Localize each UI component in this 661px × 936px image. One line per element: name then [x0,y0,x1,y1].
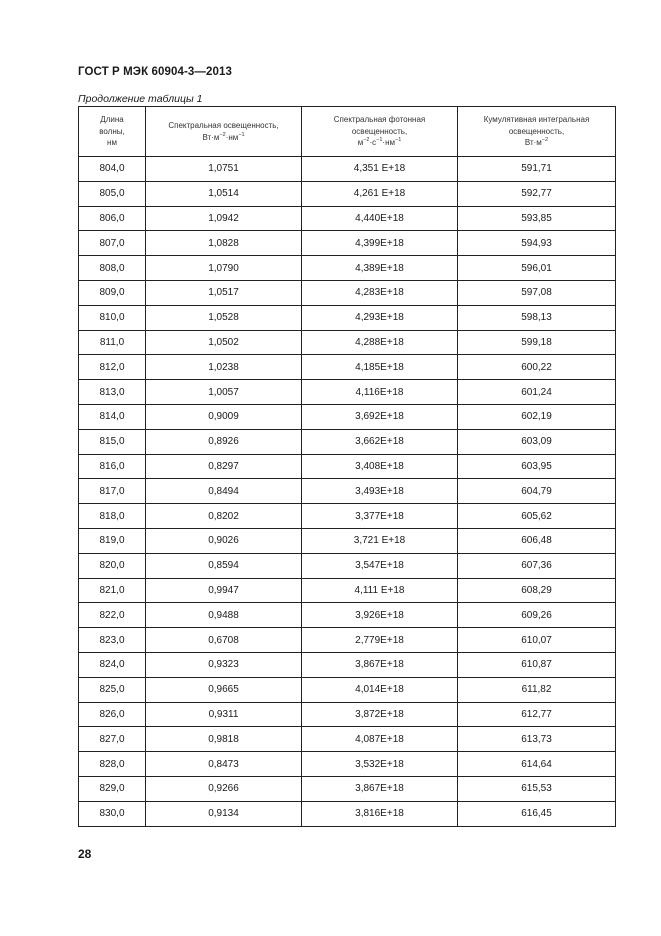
cell-cumulative-irradiance: 611,82 [458,677,616,702]
cell-wavelength: 826,0 [79,702,146,727]
cell-photon-irradiance: 3,532E+18 [302,752,458,777]
cell-cumulative-irradiance: 615,53 [458,776,616,801]
table-row [79,702,616,727]
cell-wavelength: 811,0 [79,330,146,355]
table-row [79,479,616,504]
document-header: ГОСТ Р МЭК 60904-3—2013 [78,66,232,78]
cell-wavelength: 824,0 [79,652,146,677]
cell-cumulative-irradiance: 603,95 [458,454,616,479]
cell-cumulative-irradiance: 610,07 [458,628,616,653]
table-row [79,280,616,305]
cell-spectral-irradiance: 0,9323 [146,652,302,677]
table-row [79,677,616,702]
unit-text: Вт·м [202,132,220,142]
table-header-row [79,107,616,157]
header-line: освещенность, [351,126,408,136]
cell-spectral-irradiance: 0,8594 [146,553,302,578]
cell-photon-irradiance: 4,283E+18 [302,280,458,305]
cell-photon-irradiance: 3,926E+18 [302,603,458,628]
column-header-photon-irradiance [302,107,458,157]
unit-exponent: −1 [395,137,402,144]
cell-cumulative-irradiance: 606,48 [458,528,616,553]
table-row [79,776,616,801]
cell-photon-irradiance: 4,389E+18 [302,256,458,281]
cell-wavelength: 823,0 [79,628,146,653]
cell-cumulative-irradiance: 593,85 [458,206,616,231]
cell-photon-irradiance: 4,288E+18 [302,330,458,355]
cell-spectral-irradiance: 0,9026 [146,528,302,553]
cell-spectral-irradiance: 1,0517 [146,280,302,305]
cell-wavelength: 819,0 [79,528,146,553]
cell-wavelength: 817,0 [79,479,146,504]
table-row [79,404,616,429]
table-row [79,206,616,231]
cell-cumulative-irradiance: 602,19 [458,404,616,429]
table-row [79,528,616,553]
column-header-cumulative-irradiance [458,107,616,157]
unit-text: м [357,138,364,148]
table-row [79,454,616,479]
unit-text: Вт·м [524,138,542,148]
cell-cumulative-irradiance: 604,79 [458,479,616,504]
cell-spectral-irradiance: 1,0942 [146,206,302,231]
cell-spectral-irradiance: 0,9311 [146,702,302,727]
cell-spectral-irradiance: 0,9266 [146,776,302,801]
header-unit [146,132,301,144]
cell-cumulative-irradiance: 592,77 [458,181,616,206]
cell-spectral-irradiance: 0,8926 [146,429,302,454]
cell-photon-irradiance: 3,662E+18 [302,429,458,454]
unit-exponent: −2 [363,137,370,144]
table-caption: Продолжение таблицы 1 [78,93,203,105]
cell-wavelength: 821,0 [79,578,146,603]
table-row [79,256,616,281]
table-row [79,355,616,380]
cell-spectral-irradiance: 0,9488 [146,603,302,628]
cell-cumulative-irradiance: 607,36 [458,553,616,578]
cell-cumulative-irradiance: 601,24 [458,380,616,405]
cell-cumulative-irradiance: 597,08 [458,280,616,305]
table-row [79,504,616,529]
table-row [79,181,616,206]
unit-exponent: −2 [541,137,549,144]
cell-spectral-irradiance: 1,0751 [146,157,302,182]
table-row [79,752,616,777]
table-row [79,330,616,355]
table-row [79,305,616,330]
cell-cumulative-irradiance: 608,29 [458,578,616,603]
cell-photon-irradiance: 4,111 E+18 [302,578,458,603]
cell-photon-irradiance: 3,408E+18 [302,454,458,479]
table-body [79,157,616,827]
cell-cumulative-irradiance: 596,01 [458,256,616,281]
table-row [79,652,616,677]
cell-photon-irradiance: 3,867E+18 [302,776,458,801]
header-line: Спектральная освещенность, [168,121,279,130]
unit-text: ·нм [225,132,239,142]
cell-wavelength: 820,0 [79,553,146,578]
cell-spectral-irradiance: 0,8297 [146,454,302,479]
cell-photon-irradiance: 3,377E+18 [302,504,458,529]
unit-exponent: −1 [376,137,383,144]
cell-wavelength: 815,0 [79,429,146,454]
cell-photon-irradiance: 3,872E+18 [302,702,458,727]
cell-photon-irradiance: 3,547E+18 [302,553,458,578]
cell-spectral-irradiance: 0,8494 [146,479,302,504]
table-row [79,727,616,752]
cell-spectral-irradiance: 1,0528 [146,305,302,330]
column-header-spectral-irradiance [146,107,302,157]
cell-spectral-irradiance: 0,9818 [146,727,302,752]
cell-cumulative-irradiance: 613,73 [458,727,616,752]
table-row [79,603,616,628]
table-row [79,801,616,826]
cell-spectral-irradiance: 0,6708 [146,628,302,653]
cell-photon-irradiance: 4,399E+18 [302,231,458,256]
cell-photon-irradiance: 4,116E+18 [302,380,458,405]
cell-wavelength: 828,0 [79,752,146,777]
cell-photon-irradiance: 3,692E+18 [302,404,458,429]
cell-wavelength: 818,0 [79,504,146,529]
cell-cumulative-irradiance: 610,87 [458,652,616,677]
header-line: освещенность, [508,126,565,136]
cell-wavelength: 809,0 [79,280,146,305]
cell-photon-irradiance: 3,867E+18 [302,652,458,677]
cell-cumulative-irradiance: 605,62 [458,504,616,529]
cell-wavelength: 822,0 [79,603,146,628]
cell-wavelength: 825,0 [79,677,146,702]
cell-wavelength: 808,0 [79,256,146,281]
cell-spectral-irradiance: 0,9947 [146,578,302,603]
cell-cumulative-irradiance: 609,26 [458,603,616,628]
cell-photon-irradiance: 3,816E+18 [302,801,458,826]
cell-photon-irradiance: 4,293E+18 [302,305,458,330]
cell-cumulative-irradiance: 616,45 [458,801,616,826]
header-unit [302,137,457,149]
header-line: Спектральная фотонная [333,115,426,125]
cell-photon-irradiance: 3,493E+18 [302,479,458,504]
unit-exponent: −1 [238,131,245,138]
cell-cumulative-irradiance: 612,77 [458,702,616,727]
cell-photon-irradiance: 4,014E+18 [302,677,458,702]
table-row [79,429,616,454]
cell-photon-irradiance: 4,261 E+18 [302,181,458,206]
cell-cumulative-irradiance: 603,09 [458,429,616,454]
cell-photon-irradiance: 4,185E+18 [302,355,458,380]
cell-wavelength: 813,0 [79,380,146,405]
cell-photon-irradiance: 3,721 E+18 [302,528,458,553]
cell-spectral-irradiance: 0,9009 [146,404,302,429]
cell-photon-irradiance: 4,087E+18 [302,727,458,752]
unit-text: ·с [369,138,377,148]
cell-cumulative-irradiance: 599,18 [458,330,616,355]
cell-spectral-irradiance: 1,0238 [146,355,302,380]
table-row [79,553,616,578]
table-row [79,231,616,256]
header-line: волны, [99,126,125,136]
cell-cumulative-irradiance: 614,64 [458,752,616,777]
table-row [79,380,616,405]
table-row [79,628,616,653]
cell-spectral-irradiance: 0,9134 [146,801,302,826]
column-header-wavelength [79,107,146,157]
cell-spectral-irradiance: 1,0790 [146,256,302,281]
page-number: 28 [78,847,92,861]
cell-cumulative-irradiance: 598,13 [458,305,616,330]
cell-spectral-irradiance: 1,0514 [146,181,302,206]
cell-wavelength: 830,0 [79,801,146,826]
header-line: нм [107,138,117,148]
cell-wavelength: 807,0 [79,231,146,256]
table-row [79,578,616,603]
unit-text: ·нм [382,138,396,148]
header-line: Длина [100,115,124,125]
cell-spectral-irradiance: 1,0502 [146,330,302,355]
cell-photon-irradiance: 4,351 E+18 [302,157,458,182]
header-line: Кумулятивная интегральная [483,115,590,125]
cell-wavelength: 805,0 [79,181,146,206]
cell-cumulative-irradiance: 591,71 [458,157,616,182]
header-unit [458,137,615,149]
unit-exponent: −2 [219,131,226,138]
cell-wavelength: 806,0 [79,206,146,231]
cell-wavelength: 827,0 [79,727,146,752]
cell-photon-irradiance: 4,440E+18 [302,206,458,231]
cell-wavelength: 829,0 [79,776,146,801]
cell-wavelength: 804,0 [79,157,146,182]
cell-wavelength: 810,0 [79,305,146,330]
cell-spectral-irradiance: 1,0057 [146,380,302,405]
cell-cumulative-irradiance: 600,22 [458,355,616,380]
cell-wavelength: 812,0 [79,355,146,380]
cell-spectral-irradiance: 1,0828 [146,231,302,256]
cell-wavelength: 816,0 [79,454,146,479]
cell-spectral-irradiance: 0,8473 [146,752,302,777]
data-table [78,106,616,827]
cell-wavelength: 814,0 [79,404,146,429]
cell-spectral-irradiance: 0,9665 [146,677,302,702]
cell-photon-irradiance: 2,779E+18 [302,628,458,653]
table-row [79,157,616,182]
cell-spectral-irradiance: 0,8202 [146,504,302,529]
cell-cumulative-irradiance: 594,93 [458,231,616,256]
